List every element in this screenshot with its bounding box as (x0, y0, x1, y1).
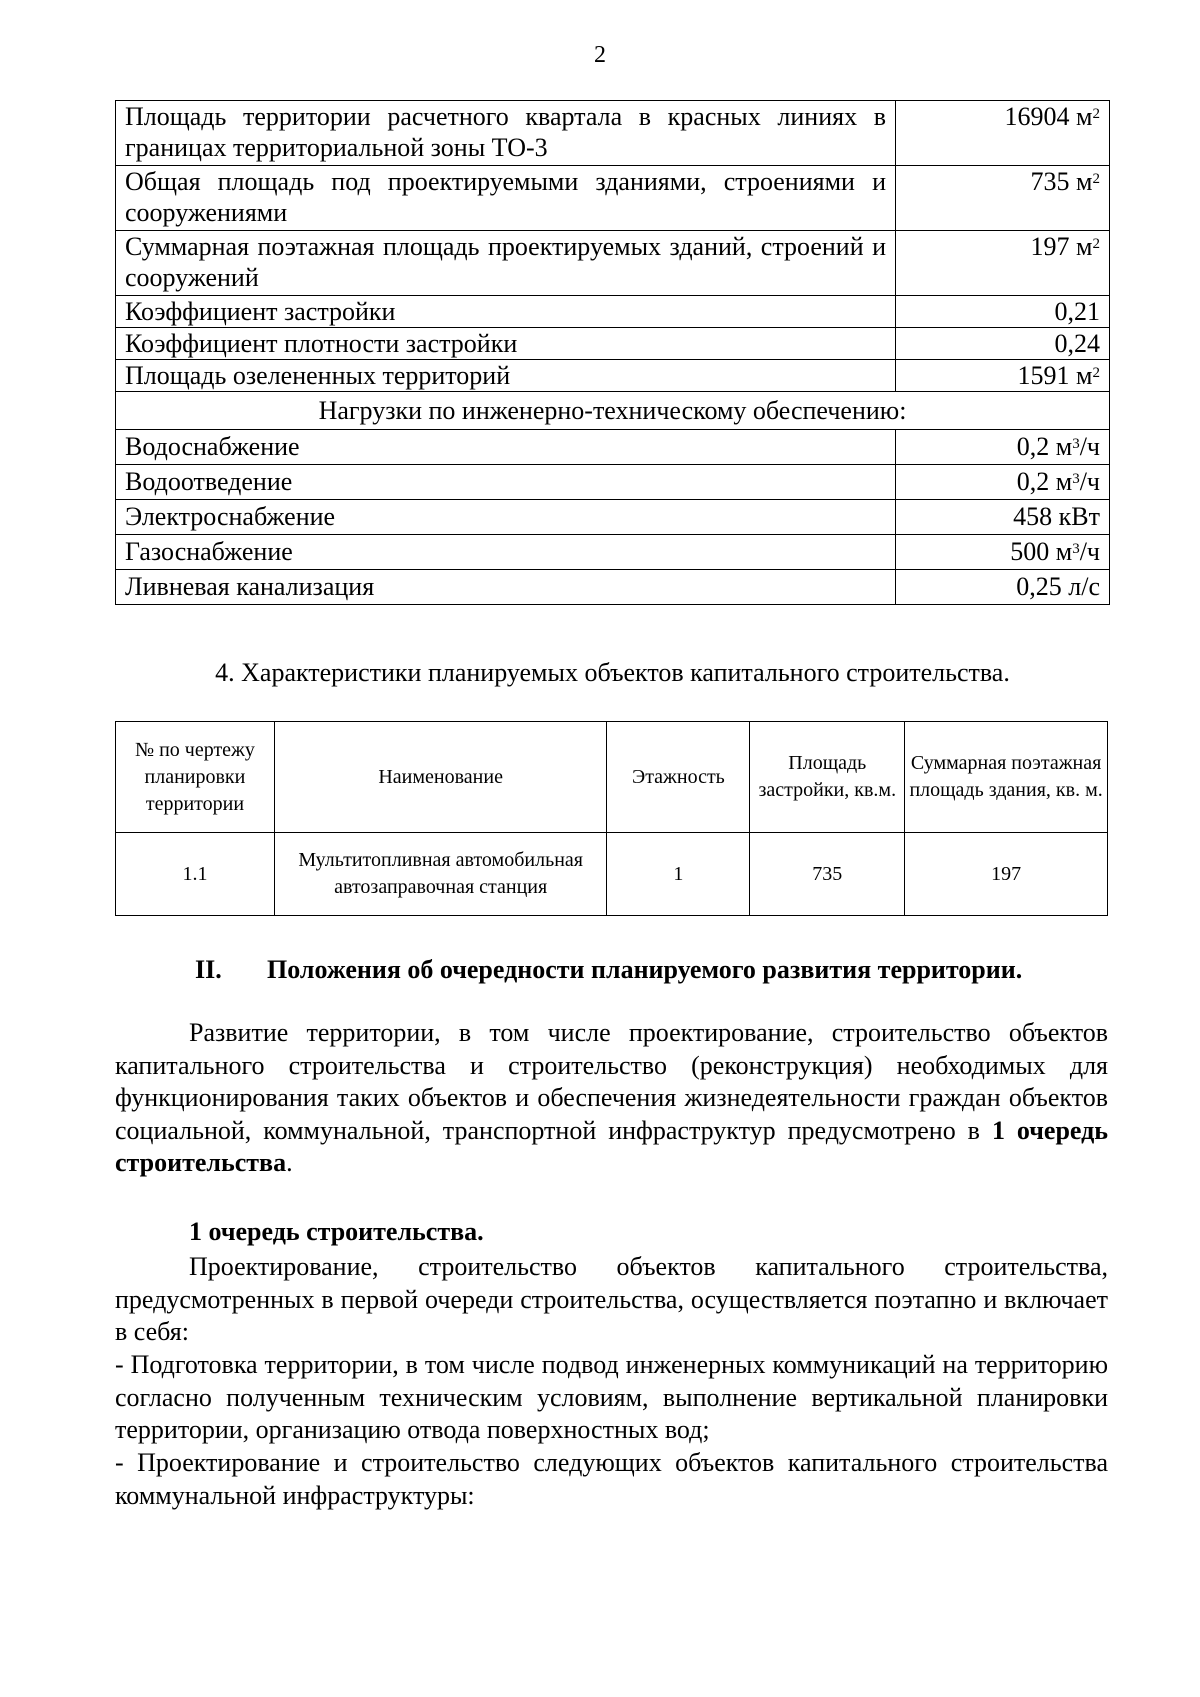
column-header: Суммарная поэтажная площадь здания, кв. м. (905, 722, 1108, 833)
paragraph: Проектирование, строительство объектов капитального строительства, предусмотренных в первой очереди строительства, осуществляется поэтапно и включает в себя: (115, 1252, 1108, 1346)
row-label: Ливневая канализация (116, 570, 896, 605)
table-row (116, 328, 1110, 360)
table-cell: 735 (750, 833, 905, 916)
table-row (116, 465, 1110, 500)
stage-heading: 1 очередь строительства. (189, 1217, 484, 1246)
row-label: Водоснабжение (116, 430, 896, 465)
table-row (116, 296, 1110, 328)
emphasis: 1 очередь строительства (115, 1115, 1108, 1177)
table-row (116, 430, 1110, 465)
row-value: 0,25 л/с (896, 570, 1110, 605)
column-header: Наименование (274, 722, 607, 833)
row-label: Площадь озелененных территорий (116, 360, 896, 392)
row-label: Общая площадь под проектируемыми зданиями, строениями и сооружениями (116, 166, 896, 231)
table-row (116, 166, 1110, 231)
column-header: № по чертежу планировки территории (116, 722, 275, 833)
list-item: - Проектирование и строительство следующих объектов капитального строительства коммунальной инфраструктуры: (115, 1448, 1108, 1510)
table-row (116, 500, 1110, 535)
row-value: 0,2 $м^3/ч$ (896, 465, 1110, 500)
row-label: Газоснабжение (116, 535, 896, 570)
row-label: Коэффициент застройки (116, 296, 896, 328)
section-heading (195, 955, 1022, 985)
row-label: Площадь территории расчетного квартала в красных линиях в границах территориальной зоны ТО-3 (116, 101, 896, 166)
table-cell: Мультитопливная автомобильная автозаправочная станция (274, 833, 607, 916)
table-row (116, 535, 1110, 570)
summary-table (115, 100, 1110, 605)
row-label: Коэффициент плотности застройки (116, 328, 896, 360)
table-row (116, 360, 1110, 392)
column-header: Этажность (607, 722, 750, 833)
row-value: 735 $м^2$ (896, 166, 1110, 231)
list-item: - Подготовка территории, в том числе подвод инженерных коммуникаций на территорию согласно полученным техническим условиям, выполнение вертикальной планировки территории, организацию отвода поверхностных вод; (115, 1350, 1108, 1444)
objects-table (115, 721, 1108, 916)
section-title: Положения об очередности планируемого развития территории. (267, 955, 1023, 984)
row-value: 0,2 $м^3/ч$ (896, 430, 1110, 465)
row-value: 197 $м^2$ (896, 231, 1110, 296)
table-row (116, 101, 1110, 166)
table-row (116, 392, 1110, 430)
section-number: II. (195, 955, 222, 984)
row-value: 16904 $м^2$ (896, 101, 1110, 166)
paragraph: Развитие территории, в том числе проектирование, строительство объектов капитального строительства и строительство (реконструкция) необходимых для функционирования таких объектов и обеспечения жизнедеятельности граждан объектов социальной, коммунальной, транспортной инфраструктур предусмотрено в 1 очередь строительства. (115, 1018, 1108, 1177)
table-cell: 1.1 (116, 833, 275, 916)
loads-header: Нагрузки по инженерно-техническому обеспечению: (116, 392, 1110, 430)
table-cell: 1 (607, 833, 750, 916)
row-label: Водоотведение (116, 465, 896, 500)
table-row (116, 231, 1110, 296)
row-label: Суммарная поэтажная площадь проектируемых зданий, строений и сооружений (116, 231, 896, 296)
row-value: 0,21 (896, 296, 1110, 328)
row-value: 0,24 (896, 328, 1110, 360)
row-label: Электроснабжение (116, 500, 896, 535)
table-row (116, 570, 1110, 605)
table-header-row (116, 722, 1108, 833)
table-cell: 197 (905, 833, 1108, 916)
row-value: 1591 $м^2$ (896, 360, 1110, 392)
objects-table-caption: 4. Характеристики планируемых объектов капитального строительства. (215, 658, 1010, 687)
row-value: 458 кВт (896, 500, 1110, 535)
page-number: 2 (594, 42, 606, 68)
row-value: 500 $м^3/ч$ (896, 535, 1110, 570)
table-row (116, 833, 1108, 916)
column-header: Площадь застройки, кв.м. (750, 722, 905, 833)
